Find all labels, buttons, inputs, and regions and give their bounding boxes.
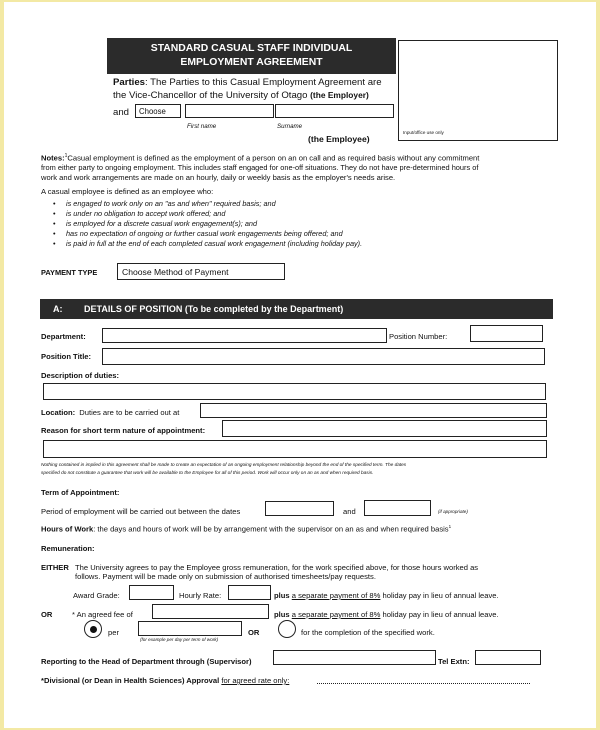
title-line-1: STANDARD CASUAL STAFF INDIVIDUAL [150, 43, 353, 54]
completion-radio-button[interactable] [278, 620, 296, 638]
section-a-header [40, 299, 553, 319]
casual-definition: A casual employee is defined as an employee who: [41, 187, 214, 196]
divisional-label: *Divisional (or Dean in Health Sciences) Approval [41, 676, 220, 685]
hours-row [41, 524, 451, 534]
department-label: Department: [41, 332, 86, 341]
first-name-input[interactable] [185, 104, 274, 118]
form-page [4, 2, 596, 728]
reporting-label: Reporting to the Head of Department through (Supervisor) [41, 657, 252, 666]
separate-payment-2: a separate payment of 8% [291, 610, 381, 619]
surname-label: Surname [277, 123, 303, 130]
per-label: per [108, 628, 119, 637]
payment-method-value: Choose Method of Payment [122, 267, 229, 277]
disclaimer-line-2: specified do not constitute a guarantee that work will be available to the Employee for all of this period. Work will occur only on an as and when required basis. [41, 471, 374, 476]
plus-label-2: plus [274, 610, 290, 619]
title-line-2: EMPLOYMENT AGREEMENT [180, 56, 323, 68]
title-choose-value: Choose [139, 107, 166, 116]
agreed-fee-label: * An agreed fee of [72, 610, 133, 619]
notes-line-3: work and work arrangements are made on an hourly, daily or weekly basis as the employer's needs arise. [41, 173, 396, 182]
department-input[interactable] [102, 328, 387, 343]
position-number-input[interactable] [470, 325, 543, 342]
notes-line-1: Notes:$^1$Casual employment is defined as the employment of a person on an on call and as required basis without any commitment [41, 153, 480, 163]
position-title-label: Position Title: [41, 352, 92, 361]
term-approx-note: (if appropriate) [438, 509, 468, 514]
parties-line-2 [113, 90, 369, 101]
term-and-label: and [343, 507, 356, 516]
end-date-input[interactable] [364, 500, 431, 516]
radio-selected-dot [90, 626, 97, 633]
section-a-letter: A: [53, 304, 63, 314]
or-label-2: OR [248, 628, 260, 637]
hours-label: Hours of Work [41, 524, 94, 534]
definition-list [41, 199, 541, 249]
reason-label: Reason for short term nature of appointment: [41, 426, 206, 435]
parties-label: Parties [113, 77, 145, 88]
reason-input-line-2[interactable] [43, 440, 547, 458]
holiday-pay-row-2 [274, 610, 499, 619]
hourly-rate-input[interactable] [228, 585, 271, 600]
list-item: • is engaged to work only on an "as and when" required basis; and [41, 199, 541, 209]
either-label: EITHER [41, 563, 69, 572]
per-example-note: (for example per day per term of work) [140, 637, 219, 642]
description-input[interactable] [43, 383, 546, 400]
disclaimer-line-1: Nothing contained in implied in this agreement shall be made to create an expectation of an ongoing employment relationship beyond the end of the specified term. The dates [41, 463, 407, 468]
and-label: and [113, 107, 130, 118]
start-date-input[interactable] [265, 501, 334, 516]
tel-extn-label: Tel Extn: [438, 657, 470, 666]
list-item: • has no expectation of ongoing or further casual work engagements being offered; and [41, 229, 541, 239]
award-grade-label: Award Grade: [73, 591, 120, 600]
description-label: Description of duties: [41, 371, 120, 380]
separate-payment-1: a separate payment of 8% [291, 591, 381, 600]
title-choose-select[interactable] [135, 104, 181, 118]
hours-text: : the days and hours of work will be by arrangement with the supervisor on an as and when required basis [93, 524, 449, 534]
payment-method-select[interactable] [117, 263, 285, 280]
holiday-text-2: holiday pay in lieu of annual leave. [382, 610, 499, 619]
agreed-fee-input[interactable] [152, 604, 269, 619]
list-item: • is paid in full at the end of each completed casual work engagement (including holiday pay). [41, 239, 541, 249]
parties-line-1 [113, 77, 382, 88]
employer-tag: (the Employer) [310, 90, 369, 100]
divisional-row [41, 676, 289, 685]
list-item: • is under no obligation to accept work offered; and [41, 209, 541, 219]
holiday-pay-row-1 [274, 591, 499, 600]
divisional-signature-line[interactable] [317, 683, 530, 684]
location-input[interactable] [200, 403, 547, 418]
position-number-label: Position Number: [389, 332, 448, 341]
per-radio-button[interactable] [84, 620, 102, 638]
divisional-text: for agreed rate only: [221, 676, 290, 685]
per-period-input[interactable] [138, 621, 242, 636]
location-text: Duties are to be carried out at [79, 408, 180, 417]
notes-label: Notes [41, 153, 63, 163]
employer-name: the Vice-Chancellor of the University of Otago [113, 90, 308, 101]
office-use-box[interactable] [398, 40, 558, 141]
notes-sup: 1 [64, 153, 68, 159]
location-row [41, 408, 179, 417]
completion-text: for the completion of the specified work. [301, 628, 435, 637]
notes-text-1: Casual employment is defined as the employment of a person on an on call and as required basis without any commitment [67, 153, 480, 163]
hourly-rate-label: Hourly Rate: [179, 591, 222, 600]
parties-text: : The Parties to this Casual Employment Agreement are [145, 77, 382, 88]
list-item: • is employed for a discrete casual work engagement(s); and [41, 219, 541, 229]
agreement-title [107, 38, 396, 74]
reason-input[interactable] [222, 420, 547, 437]
section-a-title: DETAILS OF POSITION (To be completed by the Department) [84, 304, 344, 314]
hours-sup: 1 [448, 524, 452, 529]
office-use-caption: Input/office use only [403, 130, 444, 135]
location-label: Location: [41, 408, 76, 417]
surname-input[interactable] [275, 104, 394, 118]
notes-line-2: from either party to ongoing employment. This includes staff engaged for one-off situations. They do not have pre-determined hours of [41, 163, 479, 172]
employee-tag: (the Employee) [308, 134, 370, 144]
term-text: Period of employment will be carried out between the dates [41, 507, 241, 516]
holiday-text-1: holiday pay in lieu of annual leave. [382, 591, 499, 600]
or-label-1: OR [41, 610, 53, 619]
term-label: Term of Appointment: [41, 488, 120, 497]
plus-label-1: plus [274, 591, 290, 600]
tel-extn-input[interactable] [475, 650, 541, 665]
either-line-1: The University agrees to pay the Employee gross remuneration, for the work specified above, for those hours worked as [75, 563, 479, 572]
either-line-2: follows. Payment will be made only on submission of authorised timesheets/pay requests. [75, 572, 376, 581]
position-title-input[interactable] [102, 348, 545, 365]
first-name-label: First name [187, 123, 217, 130]
award-grade-input[interactable] [129, 585, 174, 600]
remuneration-label: Remuneration: [41, 544, 95, 553]
payment-type-label: PAYMENT TYPE [41, 268, 98, 277]
supervisor-input[interactable] [273, 650, 436, 665]
